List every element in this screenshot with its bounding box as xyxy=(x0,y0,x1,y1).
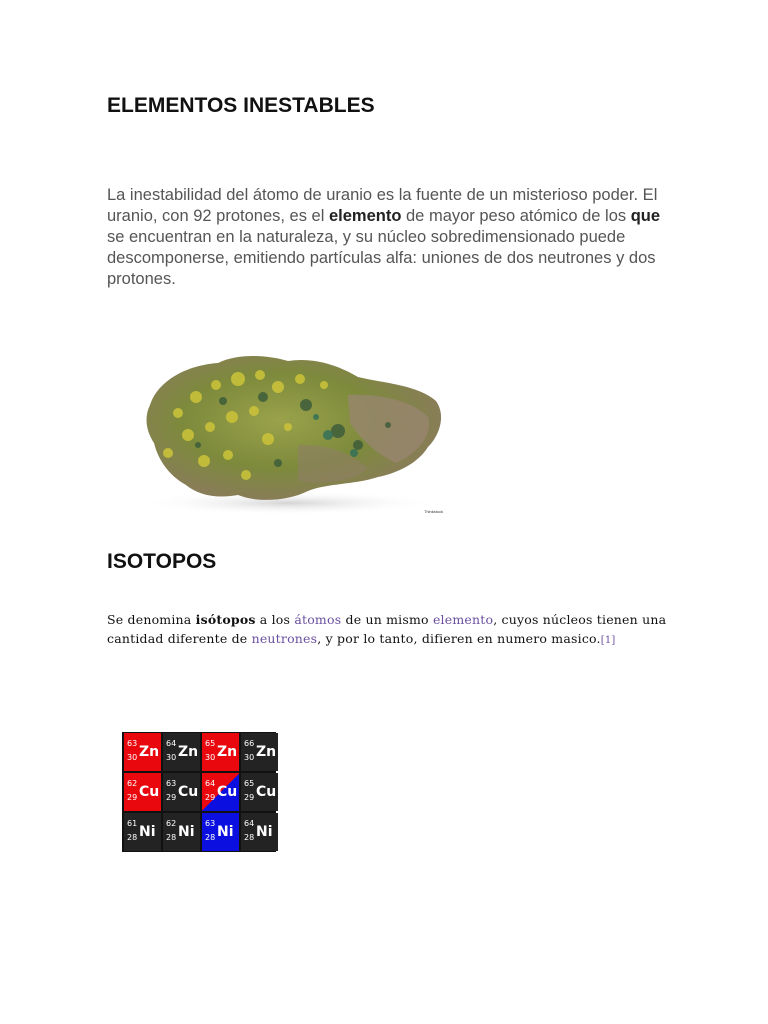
isotope-mass-number: 64 xyxy=(244,819,255,828)
isotope-atomic-number: 29 xyxy=(127,793,138,802)
isotope-cell xyxy=(124,773,161,811)
isotope-atomic-number: 28 xyxy=(166,833,177,842)
isotope-atomic-number: 29 xyxy=(205,793,216,802)
isotope-atomic-number: 29 xyxy=(166,793,177,802)
isotope-cell xyxy=(163,733,200,771)
isotope-mass-number: 63 xyxy=(127,739,138,748)
uranium-ore-illustration xyxy=(128,335,458,517)
link-atomos[interactable]: átomos xyxy=(294,612,342,627)
isotope-symbol: Ni xyxy=(178,824,195,840)
isotope-symbol: Ni xyxy=(256,824,273,840)
uranium-ore-image xyxy=(128,335,458,517)
isotope-grid xyxy=(122,732,276,852)
iso-bold-isotopos: isótopos xyxy=(195,612,256,627)
isotope-atomic-number: 29 xyxy=(244,793,255,802)
isotope-mass-number: 64 xyxy=(205,779,216,788)
isotope-mass-number: 62 xyxy=(166,819,177,828)
heading-elementos-inestables: ELEMENTOS INESTABLES xyxy=(107,94,375,117)
isotope-cell xyxy=(241,733,278,771)
isotope-mass-number: 63 xyxy=(166,779,177,788)
isotope-atomic-number: 28 xyxy=(205,833,216,842)
isotope-symbol: Zn xyxy=(178,744,199,760)
isotope-symbol: Ni xyxy=(217,824,234,840)
iso-text-2: a los xyxy=(255,612,295,627)
link-elemento[interactable]: elemento xyxy=(432,612,494,627)
isotope-atomic-number: 30 xyxy=(205,753,216,762)
isotope-cell xyxy=(241,813,278,851)
isotope-cell xyxy=(163,773,200,811)
isotope-symbol: Zn xyxy=(256,744,277,760)
link-neutrones[interactable]: neutrones xyxy=(251,631,318,646)
isotope-mass-number: 66 xyxy=(244,739,255,748)
intro-paragraph xyxy=(107,185,667,290)
intro-text-2: de mayor peso atómico de los xyxy=(401,207,631,225)
isotope-symbol: Cu xyxy=(217,784,238,800)
isotope-cell xyxy=(202,813,239,851)
isotopes-paragraph xyxy=(107,610,667,650)
intro-bold-elemento: elemento xyxy=(328,207,402,225)
isotope-mass-number: 64 xyxy=(166,739,177,748)
isotope-symbol: Cu xyxy=(178,784,199,800)
isotope-atomic-number: 30 xyxy=(166,753,177,762)
iso-text-4: , cuyos núcleos tienen una cantidad diferente de xyxy=(107,612,667,646)
isotope-mass-number: 65 xyxy=(244,779,255,788)
isotope-symbol: Ni xyxy=(139,824,156,840)
intro-bold-que: que xyxy=(630,207,661,225)
isotope-symbol: Cu xyxy=(256,784,277,800)
isotope-mass-number: 61 xyxy=(127,819,138,828)
isotope-mass-number: 65 xyxy=(205,739,216,748)
isotope-atomic-number: 28 xyxy=(127,833,138,842)
reference-link[interactable]: [1] xyxy=(600,635,616,646)
isotope-mass-number: 62 xyxy=(127,779,138,788)
isotope-cell xyxy=(124,733,161,771)
isotope-symbol: Zn xyxy=(139,744,160,760)
intro-text-1: La inestabilidad del átomo de uranio es la fuente de un misterioso poder. El uranio, con 92 protones, es el xyxy=(107,186,658,225)
isotope-cell xyxy=(124,813,161,851)
heading-isotopos: ISOTOPOS xyxy=(107,550,217,573)
isotope-cell xyxy=(202,773,239,811)
isotope-symbol: Zn xyxy=(217,744,238,760)
isotope-cell xyxy=(163,813,200,851)
isotope-mass-number: 63 xyxy=(205,819,216,828)
isotope-atomic-number: 28 xyxy=(244,833,255,842)
isotope-symbol: Cu xyxy=(139,784,160,800)
image-credit: Thinkstock xyxy=(424,509,444,514)
isotope-atomic-number: 30 xyxy=(127,753,138,762)
isotope-atomic-number: 30 xyxy=(244,753,255,762)
iso-text-1: Se denomina xyxy=(107,612,196,627)
iso-text-5: , y por lo tanto, difieren en numero masico. xyxy=(317,631,601,646)
intro-text-3: se encuentran en la naturaleza, y su núcleo sobredimensionado puede descomponerse, emitiendo partículas alfa: uniones de dos neutrones y dos protones. xyxy=(107,228,656,288)
isotope-cell xyxy=(202,733,239,771)
isotope-cell xyxy=(241,773,278,811)
iso-text-3: de un mismo xyxy=(341,612,433,627)
